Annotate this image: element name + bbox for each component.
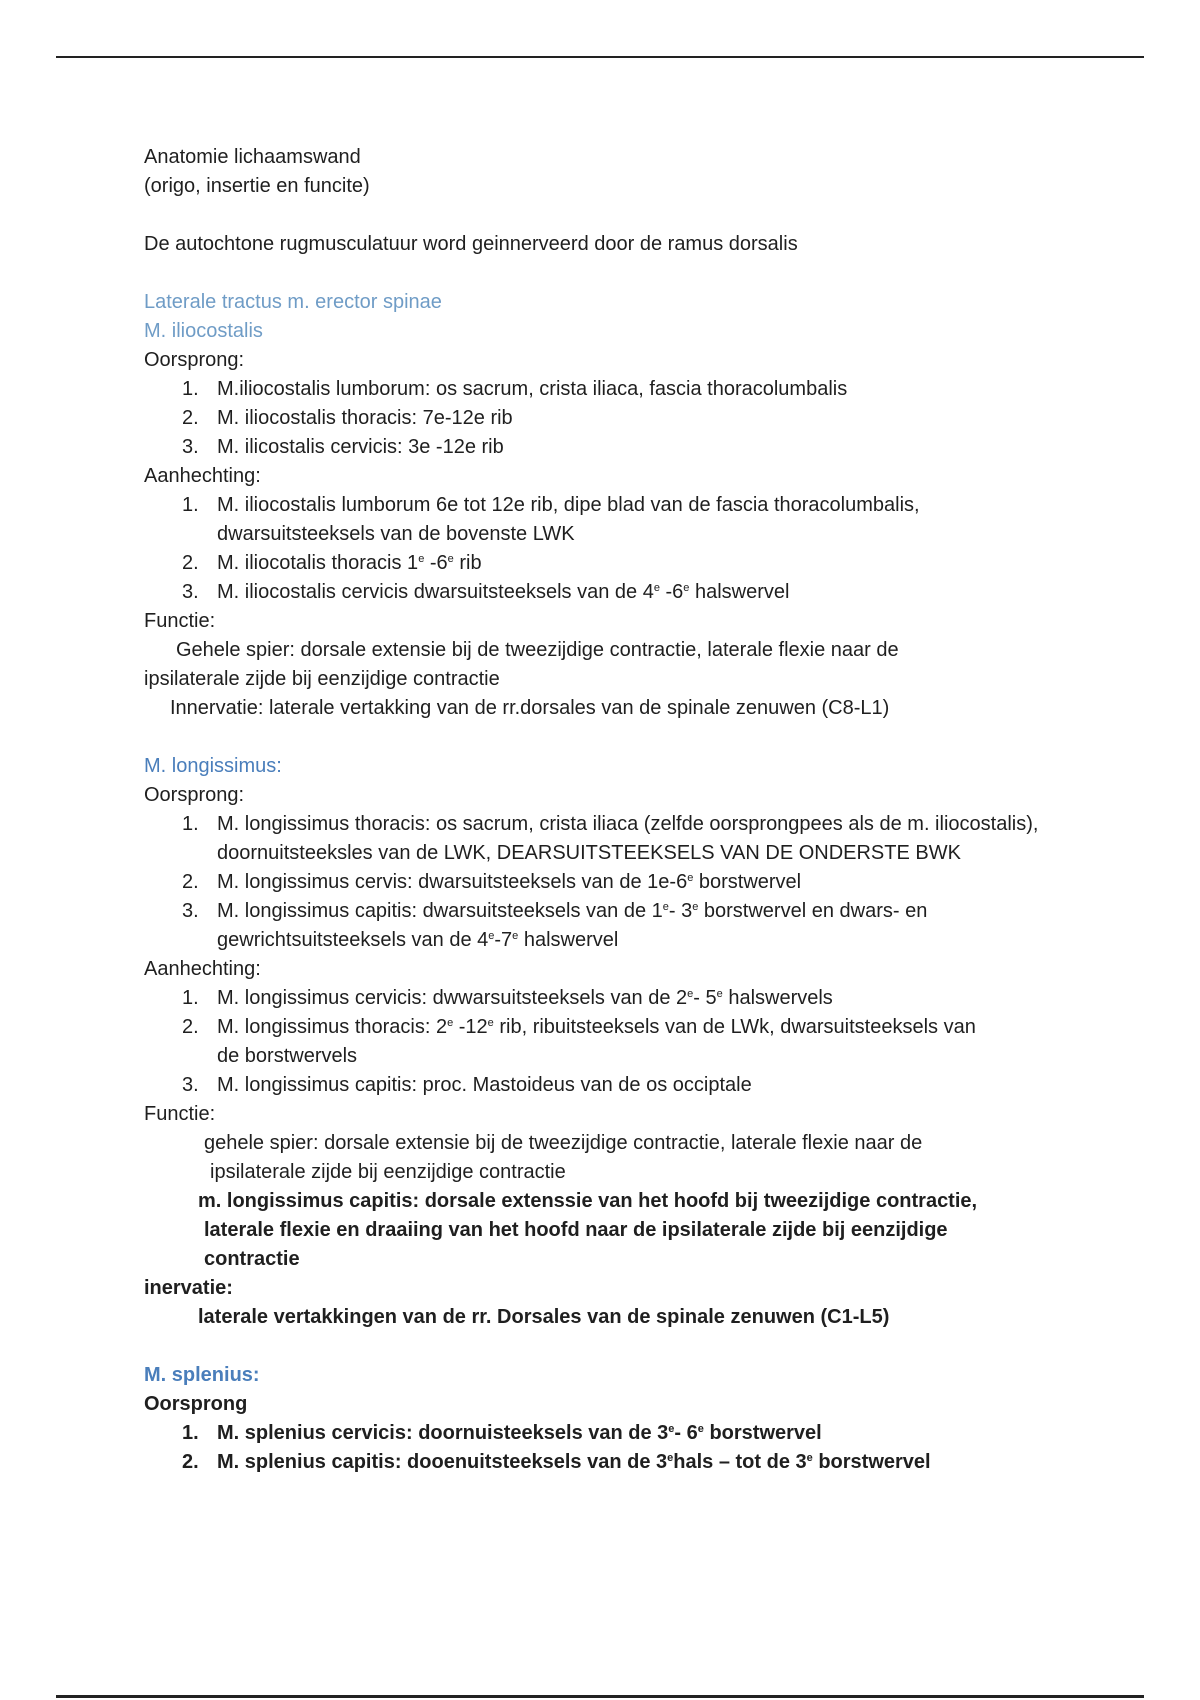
list-item: 3. M. longissimus capitis: dwarsuitsteeksels van de 1e- 3e borstwervel en dwars- en gewrichtsuitsteeksels van de 4e-7e halswervel xyxy=(182,900,928,951)
doc-title: Anatomie lichaamswand xyxy=(144,146,361,168)
list-item: 2. M. iliocostalis thoracis: 7e-12e rib xyxy=(182,407,513,429)
list-item: 3. M. longissimus capitis: proc. Mastoideus van de os occiptale xyxy=(182,1074,752,1096)
longissimus-heading: M. longissimus: xyxy=(144,755,282,777)
longissimus-capitis-function: m. longissimus capitis: dorsale extenssie van het hoofd bij tweezijdige contractie, xyxy=(198,1190,978,1212)
list-item: 2. M. splenius capitis: dooenuitsteeksels van de 3ehals – tot de 3e borstwervel xyxy=(182,1451,931,1473)
longissimus-capitis-function-cont: laterale flexie en draaiing van het hoofd naar de ipsilaterale zijde bij eenzijdige xyxy=(204,1219,948,1241)
list-item: 2. M. iliocotalis thoracis 1e -6e rib xyxy=(182,552,482,574)
longissimus-insertion-list xyxy=(144,984,1064,1100)
header-rule xyxy=(56,56,1144,58)
list-item: 1. M. longissimus thoracis: os sacrum, crista iliaca (zelfde oorsprongpees als de m. iliocostalis), doornuitsteeksles van de LWK, DEARSUITSTEEKSELS VAN DE ONDERSTE BWK xyxy=(182,813,1039,864)
iliocostalis-function-label: Functie: xyxy=(144,610,216,632)
longissimus-origin-label: Oorsprong: xyxy=(144,784,245,806)
tract-heading: Laterale tractus m. erector spinae xyxy=(144,291,442,313)
list-item: 2. M. longissimus cervis: dwarsuitsteeksels van de 1e-6e borstwervel xyxy=(182,871,802,893)
list-item: 1. M. iliocostalis lumborum 6e tot 12e rib, dipe blad van de fascia thoracolumbalis, dwarsuitsteeksels van de bovenste LWK xyxy=(182,494,920,545)
longissimus-insertion-label: Aanhechting: xyxy=(144,958,261,980)
list-item: 1. M.iliocostalis lumborum: os sacrum, crista iliaca, fascia thoracolumbalis xyxy=(182,378,848,400)
longissimus-innervation: laterale vertakkingen van de rr. Dorsales van de spinale zenuwen (C1-L5) xyxy=(198,1306,890,1328)
list-item: 3. M. ilicostalis cervicis: 3e -12e rib xyxy=(182,436,504,458)
longissimus-origin-list xyxy=(144,810,1064,955)
iliocostalis-function-text-cont: ipsilaterale zijde bij eenzijdige contractie xyxy=(144,668,500,690)
splenius-origin-list xyxy=(144,1419,1064,1477)
iliocostalis-heading: M. iliocostalis xyxy=(144,320,263,342)
iliocostalis-insertion-list xyxy=(144,491,1064,607)
longissimus-function-text: gehele spier: dorsale extensie bij de tweezijdige contractie, laterale flexie naar de xyxy=(204,1132,923,1154)
longissimus-function-label: Functie: xyxy=(144,1103,216,1125)
footer-rule xyxy=(56,1695,1144,1698)
longissimus-innervation-label: inervatie: xyxy=(144,1277,233,1299)
doc-subtitle: (origo, insertie en funcite) xyxy=(144,175,370,197)
document-body xyxy=(144,143,1064,1477)
longissimus-capitis-function-end: contractie xyxy=(204,1248,300,1270)
splenius-heading: M. splenius: xyxy=(144,1364,260,1386)
iliocostalis-insertion-label: Aanhechting: xyxy=(144,465,261,487)
iliocostalis-function-text: Gehele spier: dorsale extensie bij de tweezijdige contractie, laterale flexie naar de xyxy=(176,639,899,661)
longissimus-function-text-cont: ipsilaterale zijde bij eenzijdige contractie xyxy=(210,1161,566,1183)
list-item: 2. M. longissimus thoracis: 2e -12e rib, ribuitsteeksels van de LWk, dwarsuitsteeksels van de borstwervels xyxy=(182,1016,976,1067)
iliocostalis-origin-list xyxy=(144,375,1064,462)
list-item: 1. M. splenius cervicis: doornuisteeksels van de 3e- 6e borstwervel xyxy=(182,1422,822,1444)
splenius-origin-label: Oorsprong xyxy=(144,1393,248,1415)
iliocostalis-origin-label: Oorsprong: xyxy=(144,349,245,371)
intro-text: De autochtone rugmusculatuur word geinnerveerd door de ramus dorsalis xyxy=(144,233,798,255)
list-item: 3. M. iliocostalis cervicis dwarsuitsteeksels van de 4e -6e halswervel xyxy=(182,581,790,603)
iliocostalis-innervation: Innervatie: laterale vertakking van de rr.dorsales van de spinale zenuwen (C8-L1) xyxy=(170,697,890,719)
list-item: 1. M. longissimus cervicis: dwwarsuitsteeksels van de 2e- 5e halswervels xyxy=(182,987,833,1009)
